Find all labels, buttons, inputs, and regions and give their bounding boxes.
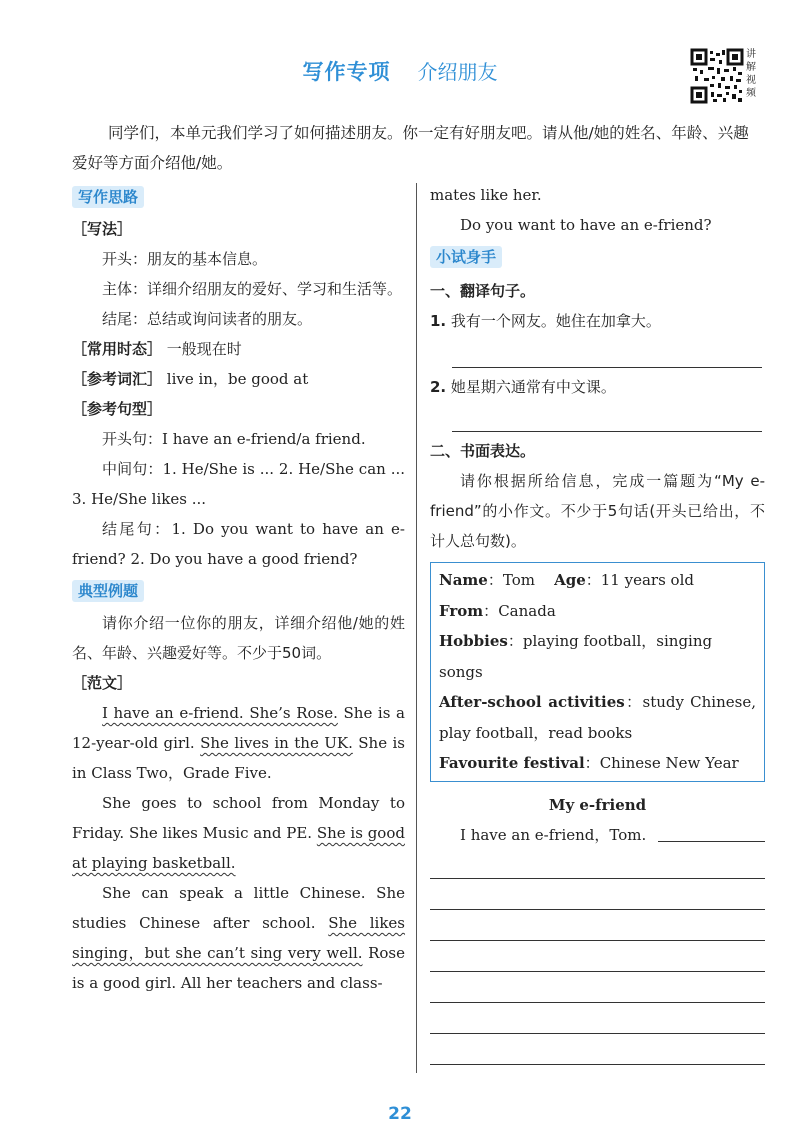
question-1-number: 1.	[430, 312, 447, 330]
left-column	[72, 180, 405, 998]
section-practice: 小试身手	[430, 246, 502, 268]
model-heading: ［范文］	[72, 674, 133, 692]
model-closing: Do you want to have an e-friend?	[460, 216, 712, 234]
title-sub: 介绍朋友	[417, 60, 498, 84]
essay-lines	[430, 850, 765, 1065]
essay-first-row	[430, 820, 765, 850]
model-text: She can speak a little Chinese. She studies Chinese after school.	[72, 884, 405, 932]
right-column	[430, 180, 765, 1065]
info-from-label: From	[439, 601, 484, 620]
model-highlight: She is good at playing basketball.	[72, 824, 405, 872]
tense-row	[72, 334, 405, 364]
part-2-heading: 二、书面表达。	[430, 442, 536, 460]
model-text: She is a 12-year-old girl.	[72, 704, 405, 752]
part-1-heading: 一、翻译句子。	[430, 282, 536, 300]
tense-label: ［常用时态］	[72, 340, 163, 358]
info-age-label: Age	[554, 571, 586, 589]
question-2-text: 她星期六通常有中文课。	[450, 378, 616, 396]
info-after-label: After-school activities	[439, 693, 625, 711]
example-prompt: 请你介绍一位你的朋友，详细介绍他/她的姓名、年龄、兴趣爱好等。不少于50词。	[72, 614, 405, 662]
question-2-number: 2.	[430, 378, 447, 396]
info-name: Tom	[502, 571, 535, 589]
info-hobbies: playing football，singing songs	[439, 632, 713, 681]
essay-title: My e-friend	[548, 795, 647, 814]
model-paragraph-1	[72, 698, 405, 788]
model-text: She is in Class Two，Grade Five.	[72, 734, 405, 782]
tense-value: 一般现在时	[166, 340, 242, 358]
question-1	[430, 306, 765, 336]
method-heading: ［写法］	[72, 220, 133, 238]
model-text: Rose is a good girl. All her teachers and class-	[72, 944, 405, 992]
qr-code-icon[interactable]	[690, 48, 744, 104]
model-highlight: She likes singing，but she can’t sing very well.	[72, 914, 406, 962]
column-divider	[416, 183, 417, 1073]
question-2	[430, 372, 765, 402]
model-highlight: I have an e-friend. She’s Rose.	[102, 704, 338, 722]
info-festival-row: Favourite festival：Chinese New Year	[439, 754, 739, 772]
method-line-1: 开头：朋友的基本信息。	[102, 250, 268, 268]
info-hobbies-label: Hobbies	[439, 632, 508, 650]
vocab-row	[72, 364, 405, 394]
model-continuation: mates like her.	[430, 186, 542, 204]
answer-line-1[interactable]	[452, 366, 762, 368]
essay-line[interactable]	[430, 1064, 765, 1065]
model-text: She goes to school from Monday to Friday. She likes Music and PE.	[72, 794, 405, 842]
method-line-2: 主体：详细介绍朋友的爱好、学习和生活等。	[102, 280, 403, 298]
intro-paragraph: 同学们，本单元我们学习了如何描述朋友。你一定有好朋友吧。请从他/她的姓名、年龄、兴趣爱好等方面介绍他/她。	[72, 124, 749, 172]
info-age: 11 years old	[600, 571, 694, 589]
method-line-3: 结尾：总结或询问读者的朋友。	[102, 310, 313, 328]
model-paragraph-2	[72, 788, 405, 878]
info-box	[430, 562, 765, 782]
section-writing-ideas: 写作思路	[72, 186, 144, 208]
info-hobbies-row: Hobbies：playing football，singing songs	[439, 632, 713, 681]
essay-start: I have an e-friend，Tom.	[460, 825, 647, 844]
info-after: study Chinese, play football，read books	[439, 693, 756, 742]
title-main: 写作专项	[302, 60, 391, 84]
vocab-label: ［参考词汇］	[72, 370, 163, 388]
info-from: Canada	[498, 601, 556, 620]
model-highlight: She lives in the UK.	[200, 734, 353, 752]
page-title	[0, 56, 800, 86]
info-from-row: From：Canada	[439, 601, 556, 620]
qr-label: 讲解视频	[746, 49, 756, 99]
section-typical-example: 典型例题	[72, 580, 144, 602]
question-1-text: 我有一个网友。她住在加拿大。	[450, 312, 661, 330]
opening-sentence: 开头句：I have an e-friend/a friend.	[102, 430, 366, 448]
pattern-heading: ［参考句型］	[72, 400, 163, 418]
info-after-row: After-school activities：study Chinese, play football，read books	[439, 693, 756, 742]
info-name-label: Name	[439, 571, 488, 589]
info-festival-label: Favourite festival	[439, 754, 585, 772]
answer-line-2[interactable]	[452, 430, 762, 432]
ending-sentence: 结尾句：1. Do you want to have an e-friend? 2. Do you have a good friend?	[72, 520, 405, 568]
info-festival: Chinese New Year	[599, 754, 739, 772]
page-number: 22	[388, 1104, 412, 1124]
vocab-value: live in，be good at	[166, 370, 309, 388]
model-paragraph-3	[72, 878, 405, 998]
part-2-prompt: 请你根据所给信息，完成一篇题为“My e-friend”的小作文。不少于5句话(开头已给出，不计人总句数)。	[430, 472, 765, 550]
middle-sentence: 中间句：1. He/She is ... 2. He/She can ... 3. He/She likes ...	[72, 460, 405, 508]
info-name-row: Name：Tom Age：11 years old	[439, 571, 694, 589]
essay-line-0[interactable]	[658, 841, 765, 842]
